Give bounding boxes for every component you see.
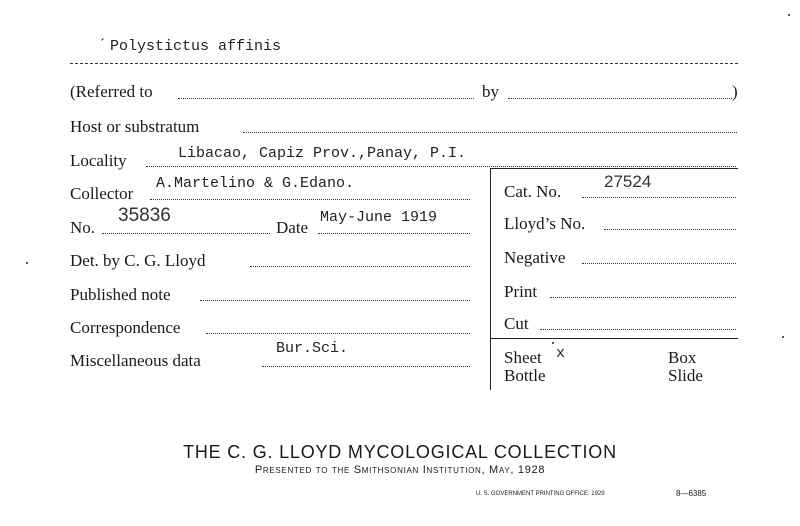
box-divider-line <box>490 338 738 339</box>
form-code: 8—6385 <box>676 489 707 498</box>
det-by-line <box>250 266 470 267</box>
sheet-label: Sheet <box>504 348 542 367</box>
slide-label: Slide <box>668 366 703 385</box>
print-line <box>550 297 736 298</box>
specimen-name: Polystictus affinis <box>110 38 282 55</box>
published-note-line <box>200 300 470 301</box>
locality-value: Libacao, Capiz Prov.,Panay, P.I. <box>178 145 467 162</box>
correspondence-label: Correspondence <box>70 318 181 337</box>
date-label: Date <box>276 218 309 237</box>
referred-to-line <box>178 98 474 99</box>
collector-value: A.Martelino & G.Edano. <box>156 175 355 192</box>
det-by-label: Det. by C. G. Lloyd <box>70 251 206 270</box>
collection-subtitle: Presented to the Smithsonian Institution, May, 1928 <box>254 464 546 476</box>
sheet-mark: x <box>556 345 566 362</box>
referred-close-paren: ) <box>732 82 738 101</box>
box-top-line <box>490 168 738 169</box>
referred-to-label: (Referred to <box>70 82 153 101</box>
misc-data-line <box>262 366 470 367</box>
box-label: Box <box>668 348 697 367</box>
number-line <box>102 233 270 234</box>
published-note-label: Published note <box>70 285 171 304</box>
lloyd-no-line <box>604 229 736 230</box>
host-label: Host or substratum <box>70 117 200 136</box>
speck <box>782 336 784 338</box>
referred-by-line <box>508 98 732 99</box>
number-label: No. <box>70 218 96 237</box>
cat-no-value: 27524 <box>604 172 652 191</box>
negative-line <box>582 263 736 264</box>
number-value: 35836 <box>118 205 171 226</box>
cat-no-label: Cat. No. <box>504 182 562 201</box>
cut-label: Cut <box>504 314 529 333</box>
correspondence-line <box>206 333 470 334</box>
referred-by-label: by <box>482 82 499 101</box>
bottle-label: Bottle <box>504 366 546 385</box>
lloyd-no-label: Lloyd’s No. <box>504 214 586 233</box>
cut-line <box>540 329 736 330</box>
print-label: Print <box>504 282 538 301</box>
speck <box>552 342 554 344</box>
printer-imprint: U. S. GOVERNMENT PRINTING OFFICE: 1929 <box>476 491 605 497</box>
locality-line <box>146 166 736 167</box>
collector-line <box>150 199 470 200</box>
cat-no-line <box>582 197 736 198</box>
speck <box>788 14 790 16</box>
locality-label: Locality <box>70 151 127 170</box>
collector-label: Collector <box>70 184 134 203</box>
misc-data-value: Bur.Sci. <box>276 340 349 357</box>
date-value: May-June 1919 <box>320 209 438 226</box>
host-line <box>243 132 737 133</box>
name-divider-line <box>70 63 738 64</box>
box-left-line <box>490 168 491 390</box>
date-line <box>318 233 470 234</box>
tick-mark: ´ <box>98 37 108 54</box>
misc-data-label: Miscellaneous data <box>70 351 201 370</box>
speck <box>26 262 28 264</box>
collection-title: THE C. G. LLOYD MYCOLOGICAL COLLECTION <box>183 442 617 462</box>
negative-label: Negative <box>504 248 566 267</box>
